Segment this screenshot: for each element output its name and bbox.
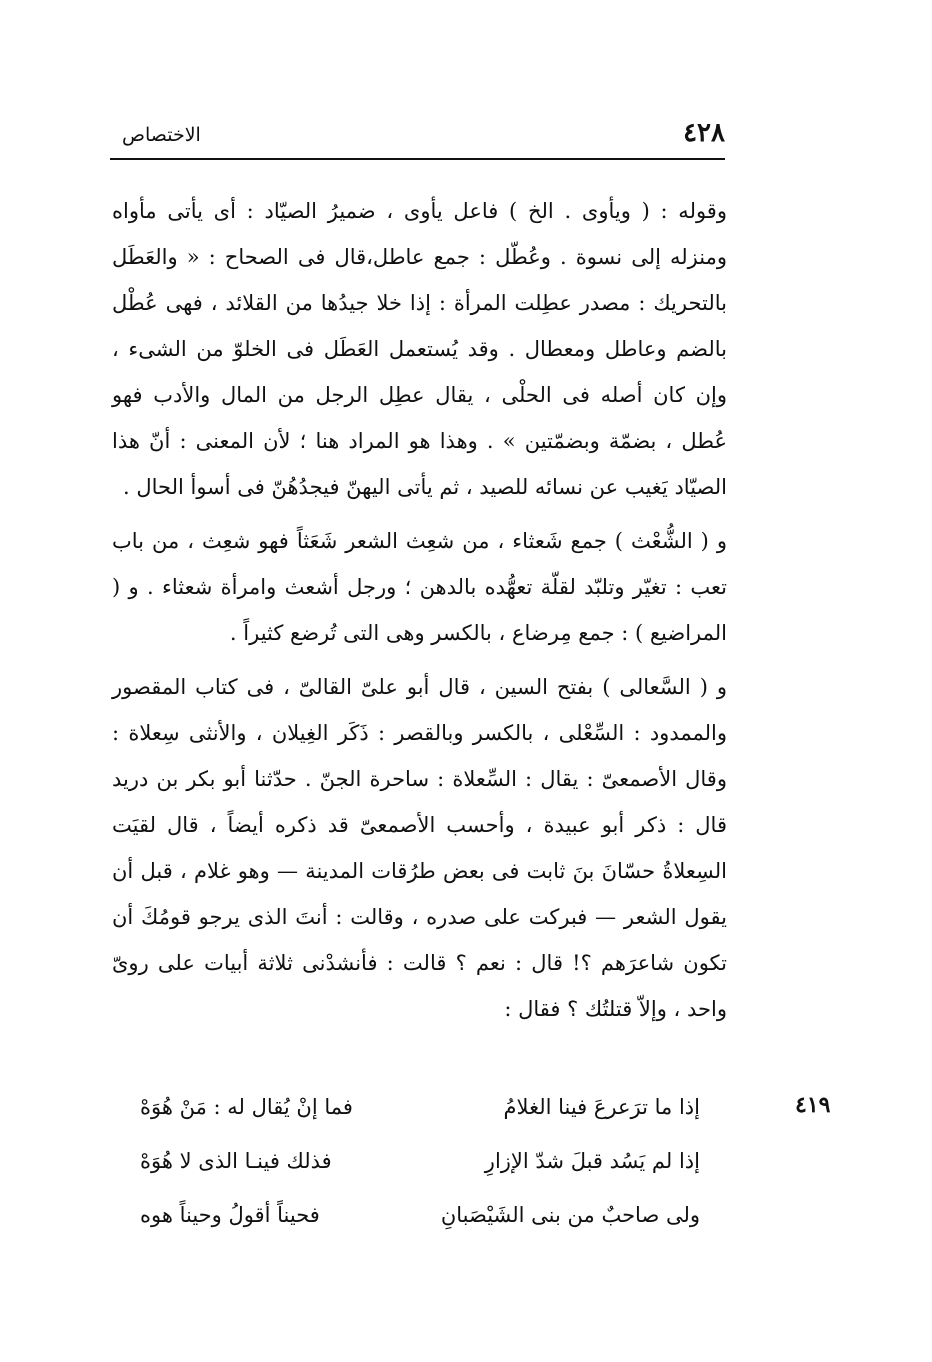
verse-line: [140, 1188, 700, 1242]
paragraph-commentary-yawi: وقوله : ( ويأوى . الخ ) فاعل يأوى ، ضميرُ الصيّاد : أى يأتى مأواه ومنزله إلى نسوة . وعُطّل : جمع عاطل،قال فى الصحاح : « والعَطَل بالتحريك : مصدر عطِلت المرأة : إذا خلا جيدُها من القلائد ، فهى عُطْل بالضم وعاطل ومعطال . وقد يُستعمل العَطَل فى الخلوّ من الشىء ، وإن كان أصله فى الحلْى ، يقال عطِل الرجل من المال والأدب فهو عُطل ، بضمّة وبضمّتين » . وهذا هو المراد هنا ؛ لأن المعنى : أنّ هذا الصيّاد يَغيب عن نسائه للصيد ، ثم يأتى اليهنّ فيجدُهُنّ فى أسوأ الحال .: [112, 199, 727, 499]
verse-second-hemistich: فذلك فينـا الذى لا هُوَهْ: [140, 1149, 332, 1173]
verse-second-hemistich: فما إنْ يُقال له : مَنْ هُوَهْ: [140, 1095, 353, 1119]
main-text: [112, 188, 727, 1032]
paragraph-saali: و ( السَّعالى ) بفتح السين ، قال أبو علىّ القالىّ ، فى كتاب المقصور والممدود : السِّعْلى ، بالكسر وبالقصر : ذَكَر الغِيلان ، والأنثى سِعلاة : وقال الأصمعىّ : يقال : السِّعلاة : ساحرة الجنّ . حدّثنا أبو بكر بن دريد قال : ذكر أبو عبيدة ، وأحسب الأصمعىّ قد ذكره أيضاً ، قال لقيَت السِعلاةُ حسّانَ بنَ ثابت فى بعض طرُقات المدينة — وهو غلام ، قبل أن يقول الشعر — فبركت على صدره ، وقالت : أنتَ الذى يرجو قومُكَ أن تكون شاعرَهم ؟! قال : نعم ؟ قالت : فأنشدْنى ثلاثة أبيات على روىّ واحد ، وإلاّ قتلتُك ؟ فقال :: [112, 675, 727, 1021]
page-header: [110, 118, 725, 160]
paragraph-shuth-maradi: و ( الشُّعْث ) جمع شَعثاء ، من شعِث الشعر شَعَثاً فهو شعِث ، من باب تعب : تغيّر وتلبّد لقلّة تعهُّده بالدهن ؛ ورجل أشعث وامرأة شعثاء . و ( المراضيع ) : جمع مِرضاع ، بالكسر وهى التى تُرضع كثيراً .: [112, 529, 727, 645]
poem-verses: [140, 1080, 700, 1242]
verse-first-hemistich: إذا لم يَسُد قبلَ شدّ الإزارِ: [484, 1149, 700, 1173]
verse-line: [140, 1134, 700, 1188]
verse-first-hemistich: ولى صاحبٌ من بنى الشَيْصَبانِ: [440, 1203, 700, 1227]
running-title: الاختصاص: [122, 124, 201, 146]
verse-first-hemistich: إذا ما ترَعرعَ فينا الغلامُ: [503, 1095, 700, 1119]
verse-margin-number: ٤١٩: [795, 1092, 831, 1118]
verse-line: [140, 1080, 700, 1134]
verse-second-hemistich: فحيناً أقولُ وحيناً هوه: [140, 1203, 320, 1227]
page-number: ٤٢٨: [683, 118, 725, 148]
